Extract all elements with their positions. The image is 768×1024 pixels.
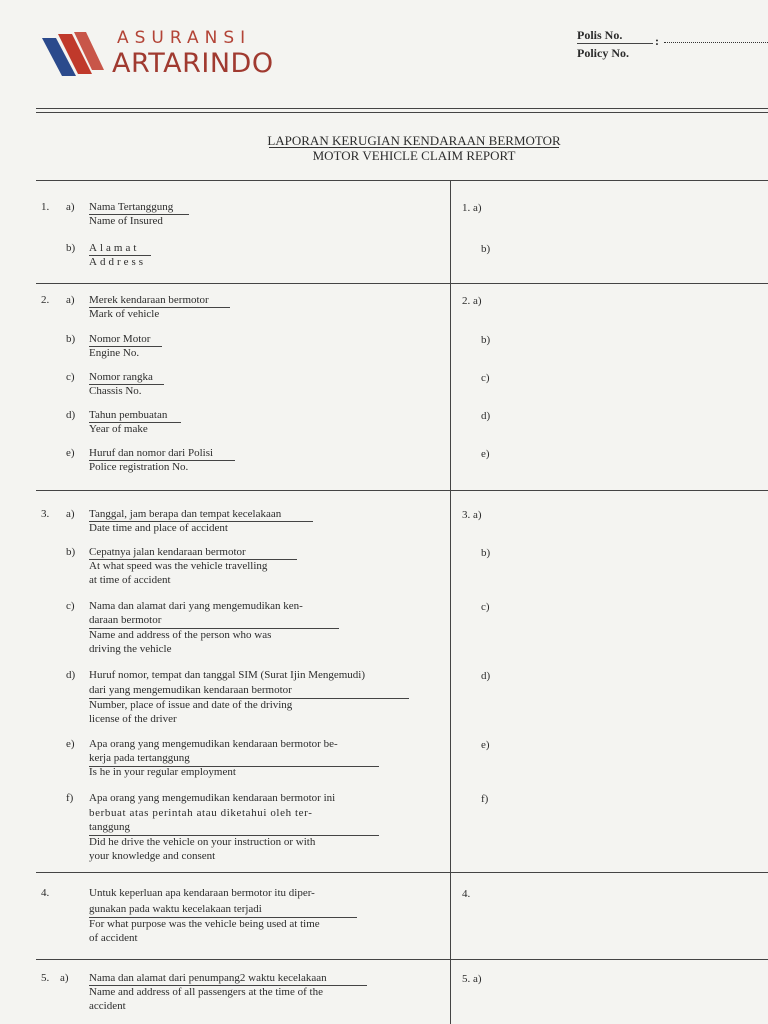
title-indonesian: LAPORAN KERUGIAN KENDARAAN BERMOTOR [267, 133, 561, 148]
chassis-no-label-id: Nomor rangka [89, 371, 153, 383]
accident-datetime-label-id: Tanggal, jam berapa dan tempat kecelakaan [89, 508, 282, 520]
section-5a-index: a) [60, 972, 69, 984]
section-2e-index: e) [66, 447, 75, 459]
address-label-en: Address [89, 256, 147, 268]
accident-datetime-label-en: Date time and place of accident [89, 522, 228, 534]
vehicle-purpose-answer-field[interactable]: 4. [462, 888, 471, 900]
header-rule-bottom [36, 112, 768, 113]
driver-consent-label-id-1: Apa orang yang mengemudikan kendaraan bermotor ini [89, 792, 336, 804]
driver-consent-label-id-2: berbuat atas perintah atau diketahui oleh ter- [89, 807, 313, 819]
vehicle-mark-answer-field[interactable]: 2. a) [462, 295, 482, 307]
driver-name-label-en-2: driving the vehicle [89, 643, 172, 655]
driving-license-answer-field[interactable]: d) [481, 670, 491, 682]
policy-number-field[interactable] [664, 36, 768, 43]
address-answer-field[interactable]: b) [481, 243, 491, 255]
section-2c-index: c) [66, 371, 75, 383]
driving-license-label-en-1: Number, place of issue and date of the driving [89, 699, 293, 711]
section-1a-index: a) [66, 201, 75, 213]
driver-consent-label-en-2: your knowledge and consent [89, 850, 216, 862]
section-divider-3 [36, 872, 768, 873]
driver-name-label-en-1: Name and address of the person who was [89, 629, 272, 641]
polis-underline [577, 43, 653, 44]
vehicle-purpose-label-id-2: gunakan pada waktu kecelakaan terjadi [89, 903, 262, 915]
passengers-label-id: Nama dan alamat dari penumpang2 waktu kecelakaan [89, 972, 327, 984]
insured-name-label-id: Nama Tertanggung [89, 201, 174, 213]
table-rule-top [36, 180, 768, 181]
artarindo-logo-icon [42, 32, 106, 80]
section-3e-index: e) [66, 738, 75, 750]
vehicle-purpose-label-en-2: of accident [89, 932, 138, 944]
regular-employment-label-id-2: kerja pada tertanggung [89, 752, 190, 764]
chassis-no-label-en: Chassis No. [89, 385, 142, 397]
table-column-divider [450, 180, 451, 1024]
driver-consent-answer-field[interactable]: f) [481, 793, 489, 805]
section-2b-index: b) [66, 333, 76, 345]
section-3b-index: b) [66, 546, 76, 558]
polis-label: Polis No. [577, 28, 623, 42]
chassis-no-answer-field[interactable]: c) [481, 372, 490, 384]
insured-name-answer-field[interactable]: 1. a) [462, 202, 482, 214]
driving-license-label-id-2: dari yang mengemudikan kendaraan bermotor [89, 684, 292, 696]
insured-name-label-en: Name of Insured [89, 215, 163, 227]
vehicle-speed-label-en-2: at time of accident [89, 574, 171, 586]
year-of-make-label-en: Year of make [89, 423, 148, 435]
header-rule-top [36, 108, 768, 109]
year-of-make-answer-field[interactable]: d) [481, 410, 491, 422]
section-3c-index: c) [66, 600, 75, 612]
driver-consent-label-id-3: tanggung [89, 821, 130, 833]
section-divider-2 [36, 490, 768, 491]
polis-colon: : [655, 34, 659, 48]
police-registration-label-id: Huruf dan nomor dari Polisi [89, 447, 214, 459]
section-3-number: 3. [41, 508, 50, 520]
section-4-number: 4. [41, 887, 50, 899]
regular-employment-label-en: Is he in your regular employment [89, 766, 236, 778]
vehicle-purpose-label-id-1: Untuk keperluan apa kendaraan bermotor itu diper- [89, 887, 315, 899]
section-2a-index: a) [66, 294, 75, 306]
driver-name-label-id-1: Nama dan alamat dari yang mengemudikan ken- [89, 600, 303, 612]
regular-employment-answer-field[interactable]: e) [481, 739, 490, 751]
year-of-make-label-id: Tahun pembuatan [89, 409, 168, 421]
regular-employment-label-id-1: Apa orang yang mengemudikan kendaraan bermotor be- [89, 738, 338, 750]
section-divider-1 [36, 283, 768, 284]
section-1-number: 1. [41, 201, 50, 213]
passengers-answer-field[interactable]: 5. a) [462, 973, 482, 985]
police-registration-answer-field[interactable]: e) [481, 448, 490, 460]
brand-subtitle: ASURANSI [117, 28, 252, 48]
accident-datetime-answer-field[interactable]: 3. a) [462, 509, 482, 521]
vehicle-speed-label-id: Cepatnya jalan kendaraan bermotor [89, 546, 246, 558]
section-2-number: 2. [41, 294, 50, 306]
driving-license-label-en-2: license of the driver [89, 713, 177, 725]
vehicle-mark-label-id: Merek kendaraan bermotor [89, 294, 209, 306]
police-registration-label-en: Police registration No. [89, 461, 189, 473]
engine-no-answer-field[interactable]: b) [481, 334, 491, 346]
section-divider-4 [36, 959, 768, 960]
section-2d-index: d) [66, 409, 76, 421]
engine-no-label-id: Nomor Motor [89, 333, 151, 345]
vehicle-speed-label-en-1: At what speed was the vehicle travelling [89, 560, 268, 572]
section-1b-index: b) [66, 242, 76, 254]
driver-name-answer-field[interactable]: c) [481, 601, 490, 613]
engine-no-label-en: Engine No. [89, 347, 140, 359]
title-english: MOTOR VEHICLE CLAIM REPORT [312, 148, 516, 163]
vehicle-mark-label-en: Mark of vehicle [89, 308, 160, 320]
section-3d-index: d) [66, 669, 76, 681]
section-3a-index: a) [66, 508, 75, 520]
driver-consent-label-en-1: Did he drive the vehicle on your instruction or with [89, 836, 316, 848]
section-5-number: 5. [41, 972, 50, 984]
driving-license-label-id-1: Huruf nomor, tempat dan tanggal SIM (Surat Ijin Mengemudi) [89, 669, 366, 681]
brand-name: ARTARINDO [112, 48, 274, 79]
policy-label: Policy No. [577, 46, 629, 60]
passengers-label-en-1: Name and address of all passengers at the time of the [89, 986, 323, 998]
passengers-label-en-2: accident [89, 1000, 126, 1012]
vehicle-speed-answer-field[interactable]: b) [481, 547, 491, 559]
vehicle-purpose-label-en-1: For what purpose was the vehicle being used at time [89, 918, 320, 930]
driver-name-label-id-2: daraan bermotor [89, 614, 162, 626]
section-3f-index: f) [66, 792, 74, 804]
address-label-id: Alamat [89, 242, 140, 254]
